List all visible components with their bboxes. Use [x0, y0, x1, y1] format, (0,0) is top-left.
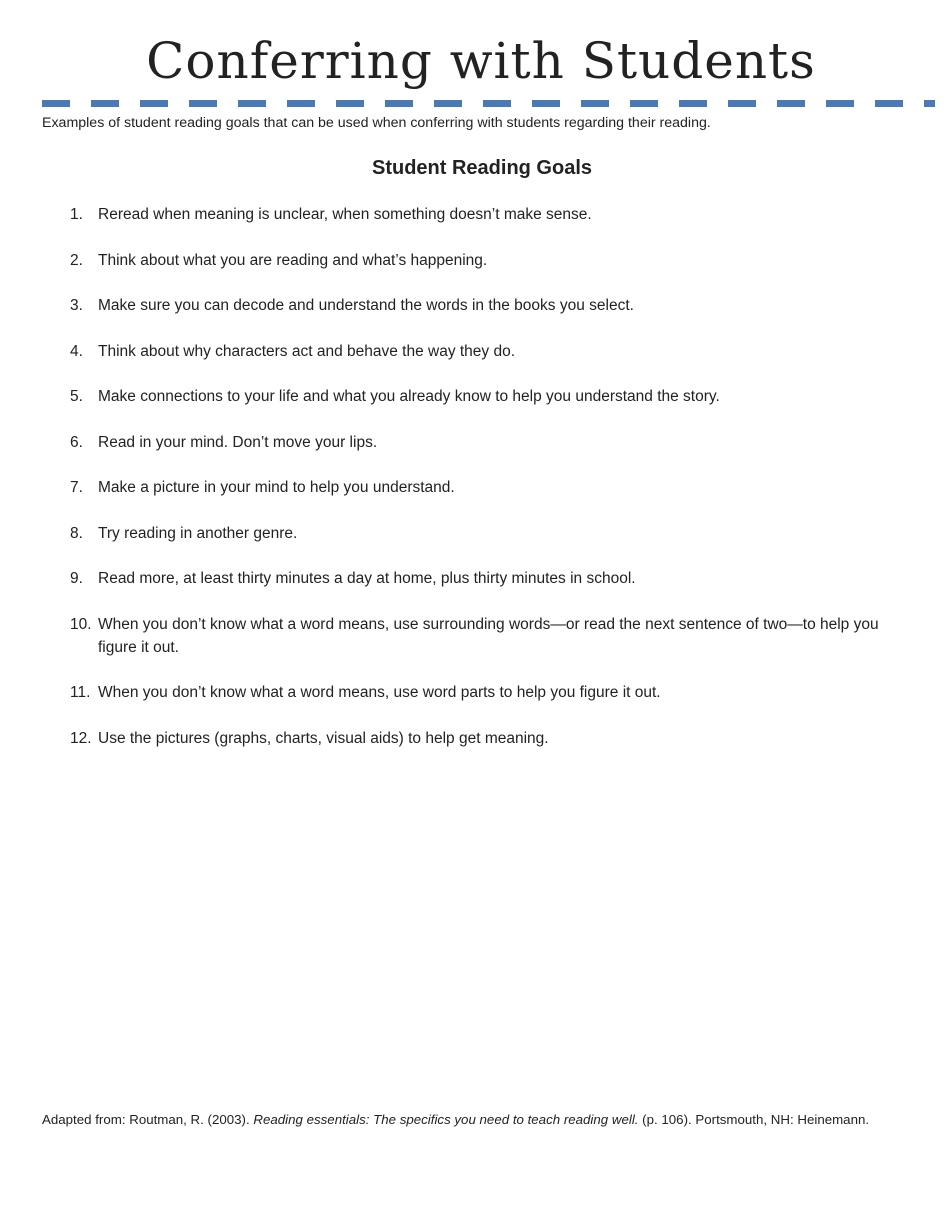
- section-heading: Student Reading Goals: [371, 157, 593, 179]
- goal-item: [70, 681, 910, 704]
- goal-text: Make connections to your life and what you already know to help you understand the story.: [98, 388, 720, 405]
- goal-text: When you don’t know what a word means, use surrounding words—or read the next sentence of two—to help you figure it out.: [98, 615, 879, 656]
- goal-number: 9.: [70, 570, 83, 587]
- goal-text: Try reading in another genre.: [98, 524, 298, 542]
- goal-item: [70, 385, 910, 408]
- goal-item: [70, 727, 910, 750]
- goal-number: 1.: [70, 206, 83, 223]
- goals-list: [70, 203, 910, 772]
- goal-text: Use the pictures (graphs, charts, visual aids) to help get meaning.: [98, 729, 549, 747]
- goal-text: Read more, at least thirty minutes a day at home, plus thirty minutes in school.: [98, 570, 636, 587]
- goal-item: [70, 340, 910, 363]
- goal-item: [70, 522, 910, 545]
- goal-number: 12.: [70, 729, 92, 747]
- goal-text: Think about why characters act and behave the way they do.: [98, 342, 516, 360]
- goal-text: Reread when meaning is unclear, when something doesn’t make sense.: [98, 206, 592, 223]
- citation: [42, 1111, 932, 1129]
- goal-item: [70, 294, 910, 317]
- citation-suffix: (p. 106). Portsmouth, NH: Heinemann.: [638, 1112, 870, 1127]
- goal-number: 4.: [70, 342, 83, 360]
- goal-number: 10.: [70, 615, 92, 633]
- goal-text: Think about what you are reading and what’s happening.: [98, 251, 488, 269]
- goal-item: [70, 249, 910, 272]
- goal-number: 8.: [70, 524, 83, 542]
- page-title: Conferring with Students: [146, 32, 816, 90]
- goal-text: Make a picture in your mind to help you understand.: [98, 479, 455, 496]
- goal-item: [70, 431, 910, 454]
- goal-number: 7.: [70, 479, 83, 496]
- goal-item: [70, 567, 910, 590]
- goal-text: Read in your mind. Don’t move your lips.: [98, 433, 378, 451]
- goal-number: 6.: [70, 433, 83, 451]
- citation-book-title: Reading essentials: The specifics you need to teach reading well.: [253, 1112, 639, 1127]
- goal-number: 5.: [70, 388, 83, 405]
- goal-number: 3.: [70, 297, 83, 314]
- goal-text: When you don’t know what a word means, use word parts to help you figure it out.: [98, 684, 661, 701]
- goal-item: [70, 613, 910, 659]
- goal-item: [70, 476, 910, 499]
- intro-text: Examples of student reading goals that can be used when conferring with students regarding their reading.: [42, 115, 711, 131]
- citation-prefix: Adapted from: Routman, R. (2003).: [42, 1112, 254, 1127]
- goal-number: 2.: [70, 251, 83, 269]
- goal-item: [70, 203, 910, 226]
- dashed-divider: [42, 100, 935, 107]
- goal-text: Make sure you can decode and understand the words in the books you select.: [98, 297, 634, 314]
- goal-number: 11.: [70, 684, 91, 701]
